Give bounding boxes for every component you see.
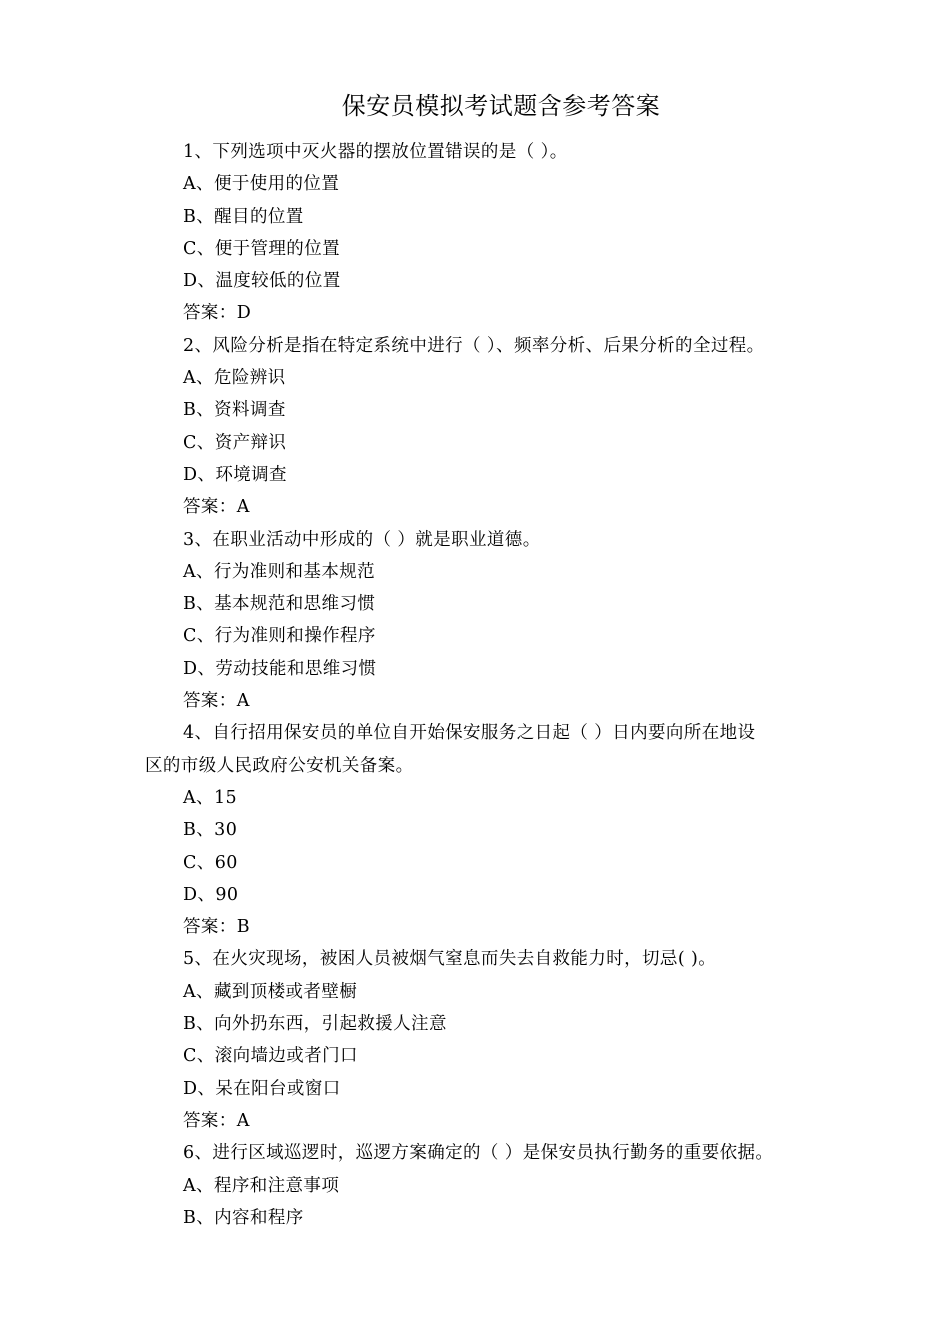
question-5-option-d: D、呆在阳台或窗口	[183, 1078, 341, 1099]
question-3-stem: 3、在职业活动中形成的（ ）就是职业道德。	[183, 529, 541, 550]
question-3-answer: 答案：A	[183, 691, 250, 712]
question-2-option-d: D、环境调查	[183, 464, 287, 485]
question-4-option-b: B、30	[183, 820, 238, 841]
question-3-option-d: D、劳动技能和思维习惯	[183, 658, 377, 679]
document-title: 保安员模拟考试题含参考答案	[341, 92, 661, 120]
question-2-stem: 2、风险分析是指在特定系统中进行（ ）、频率分析、后果分析的全过程。	[183, 335, 765, 356]
question-1-stem: 1、下列选项中灭火器的摆放位置错误的是（ ）。	[183, 142, 568, 162]
question-6-stem: 6、进行区域巡逻时，巡逻方案确定的（ ）是保安员执行勤务的重要依据。	[183, 1143, 774, 1164]
question-5-answer: 答案：A	[183, 1110, 250, 1131]
question-1-option-c: C、便于管理的位置	[183, 238, 340, 259]
question-1-answer: 答案：D	[183, 303, 252, 324]
question-1-option-b: B、醒目的位置	[183, 206, 304, 227]
question-4-answer: 答案：B	[183, 917, 250, 938]
question-1-option-a: A、便于使用的位置	[183, 174, 340, 195]
question-6-option-a: A、程序和注意事项	[183, 1175, 340, 1196]
question-3-option-b: B、基本规范和思维习惯	[183, 594, 376, 615]
question-2-answer: 答案：A	[183, 497, 250, 518]
question-6-option-b: B、内容和程序	[183, 1207, 304, 1228]
question-4-option-d: D、90	[183, 884, 239, 905]
question-4-stem-line-2: 区的市级人民政府公安机关备案。	[145, 755, 414, 776]
question-3-option-a: A、行为准则和基本规范	[183, 561, 376, 582]
question-4-option-a: A、15	[183, 787, 238, 808]
question-2-option-b: B、资料调查	[183, 400, 286, 421]
question-1-option-d: D、温度较低的位置	[183, 271, 341, 292]
document-body	[145, 136, 835, 1234]
question-5-option-a: A、藏到顶楼或者壁橱	[183, 981, 358, 1002]
question-2-option-a: A、危险辨识	[183, 368, 286, 389]
question-3-option-c: C、行为准则和操作程序	[183, 626, 376, 647]
question-5-option-b: B、向外扔东西，引起救援人注意	[183, 1014, 447, 1035]
question-4-option-c: C、60	[183, 852, 238, 873]
question-2-option-c: C、资产辩识	[183, 432, 287, 453]
question-5-option-c: C、滚向墙边或者门口	[183, 1046, 358, 1067]
question-5-stem: 5、在火灾现场，被困人员被烟气窒息而失去自救能力时，切忌( )。	[183, 949, 717, 970]
question-4-stem-line-1: 4、自行招用保安员的单位自开始保安服务之日起（ ）日内要向所在地设	[183, 723, 756, 744]
